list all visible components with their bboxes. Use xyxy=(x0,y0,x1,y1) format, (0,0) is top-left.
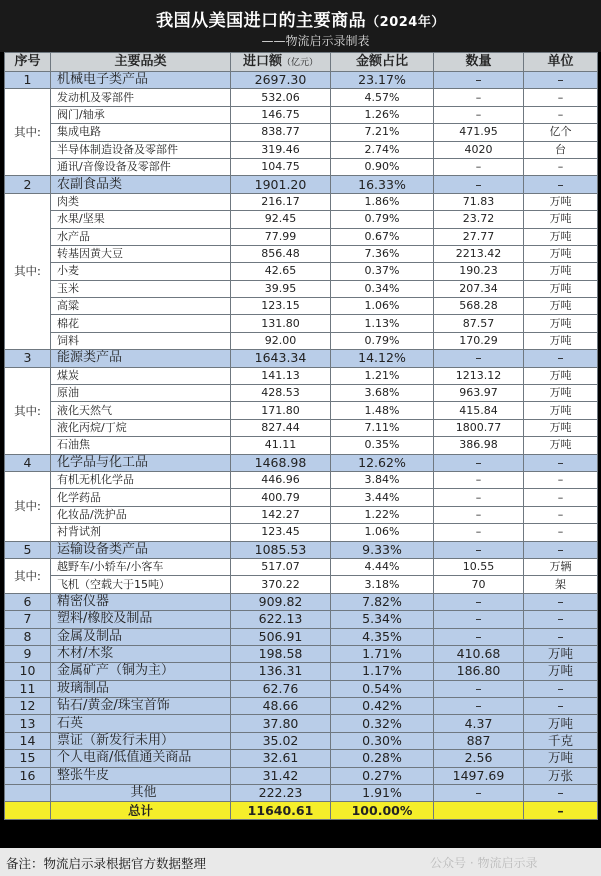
item-name: 飞机（空载大于15吨） xyxy=(51,576,231,593)
sub-item-row xyxy=(5,263,598,280)
item-amount: 2697.30 xyxy=(231,72,331,89)
item-amount: 1468.98 xyxy=(231,454,331,471)
item-share: 1.86% xyxy=(331,193,434,210)
total-label: 总计 xyxy=(51,802,231,819)
item-name: 个人电商/低值通关商品 xyxy=(51,750,231,767)
qizhong-label: 其中: xyxy=(5,193,51,350)
category-row xyxy=(5,350,598,367)
item-name: 运输设备类产品 xyxy=(51,541,231,558)
col-header-share: 金额占比 xyxy=(331,53,434,72)
item-name: 化学药品 xyxy=(51,489,231,506)
row-seq: 6 xyxy=(5,593,51,610)
item-amount: 31.42 xyxy=(231,767,331,784)
sub-item-row xyxy=(5,524,598,541)
item-unit: 万吨 xyxy=(524,280,598,297)
item-unit: 万吨 xyxy=(524,750,598,767)
total-amount: 11640.61 xyxy=(231,802,331,819)
item-qty: 207.34 xyxy=(434,280,524,297)
item-name: 半导体制造设备及零部件 xyxy=(51,141,231,158)
item-share: 0.30% xyxy=(331,732,434,749)
item-amount: 838.77 xyxy=(231,124,331,141)
item-name: 机械电子类产品 xyxy=(51,72,231,89)
item-name: 转基因黄大豆 xyxy=(51,245,231,262)
category-row xyxy=(5,628,598,645)
item-share: 0.79% xyxy=(331,211,434,228)
item-unit: 万吨 xyxy=(524,437,598,454)
row-seq: 12 xyxy=(5,698,51,715)
item-unit: 千克 xyxy=(524,732,598,749)
item-qty: – xyxy=(434,72,524,89)
item-share: 1.17% xyxy=(331,663,434,680)
item-share: 1.22% xyxy=(331,506,434,523)
item-unit: 万辆 xyxy=(524,558,598,575)
sub-item-row xyxy=(5,402,598,419)
item-unit: – xyxy=(524,176,598,193)
item-share: 3.44% xyxy=(331,489,434,506)
item-name: 衬背试剂 xyxy=(51,524,231,541)
sub-item-row xyxy=(5,385,598,402)
row-seq: 14 xyxy=(5,732,51,749)
item-qty: 568.28 xyxy=(434,298,524,315)
category-row xyxy=(5,645,598,662)
item-unit: 万吨 xyxy=(524,228,598,245)
sub-item-row xyxy=(5,106,598,123)
item-name: 小麦 xyxy=(51,263,231,280)
item-amount: 141.13 xyxy=(231,367,331,384)
row-seq: 9 xyxy=(5,645,51,662)
sub-item-row xyxy=(5,489,598,506)
total-share: 100.00% xyxy=(331,802,434,819)
col-header-qty: 数量 xyxy=(434,53,524,72)
item-qty: 887 xyxy=(434,732,524,749)
item-qty: 1800.77 xyxy=(434,419,524,436)
item-unit: – xyxy=(524,698,598,715)
watermark-text: 公众号 · 物流启示录 xyxy=(430,856,538,870)
qizhong-label: 其中: xyxy=(5,367,51,454)
item-qty: 27.77 xyxy=(434,228,524,245)
category-row xyxy=(5,698,598,715)
row-seq: 5 xyxy=(5,541,51,558)
sub-item-row xyxy=(5,558,598,575)
item-unit: – xyxy=(524,611,598,628)
table-header-banner xyxy=(0,0,601,52)
sub-item-row xyxy=(5,315,598,332)
item-unit: – xyxy=(524,680,598,697)
item-qty: – xyxy=(434,489,524,506)
item-share: 3.84% xyxy=(331,471,434,488)
item-name: 水产品 xyxy=(51,228,231,245)
item-name: 化学品与化工品 xyxy=(51,454,231,471)
item-share: 0.35% xyxy=(331,437,434,454)
row-seq xyxy=(5,785,51,802)
item-qty: 190.23 xyxy=(434,263,524,280)
footer-note-bar xyxy=(0,848,601,876)
item-amount: 123.15 xyxy=(231,298,331,315)
item-share: 7.21% xyxy=(331,124,434,141)
item-unit: – xyxy=(524,593,598,610)
item-unit: 万张 xyxy=(524,767,598,784)
item-name: 通讯/音像设备及零部件 xyxy=(51,158,231,175)
item-qty: – xyxy=(434,593,524,610)
item-unit: 万吨 xyxy=(524,193,598,210)
item-unit: 万吨 xyxy=(524,298,598,315)
item-share: 0.54% xyxy=(331,680,434,697)
sub-item-row xyxy=(5,124,598,141)
item-qty: – xyxy=(434,176,524,193)
item-unit: – xyxy=(524,350,598,367)
item-unit: – xyxy=(524,158,598,175)
item-name: 化妆品/洗护品 xyxy=(51,506,231,523)
item-qty: – xyxy=(434,785,524,802)
item-share: 12.62% xyxy=(331,454,434,471)
item-qty: – xyxy=(434,471,524,488)
item-qty: 4020 xyxy=(434,141,524,158)
sub-item-row xyxy=(5,298,598,315)
item-amount: 48.66 xyxy=(231,698,331,715)
col-header-amount xyxy=(231,53,331,72)
qizhong-label: 其中: xyxy=(5,89,51,176)
category-row xyxy=(5,750,598,767)
item-share: 1.26% xyxy=(331,106,434,123)
item-name: 饲料 xyxy=(51,332,231,349)
col-header-unit: 单位 xyxy=(524,53,598,72)
item-amount: 370.22 xyxy=(231,576,331,593)
item-name: 金属矿产（铜为主） xyxy=(51,663,231,680)
sub-item-row xyxy=(5,367,598,384)
item-unit: 台 xyxy=(524,141,598,158)
sub-item-row xyxy=(5,141,598,158)
item-share: 0.79% xyxy=(331,332,434,349)
item-amount: 827.44 xyxy=(231,419,331,436)
item-amount: 532.06 xyxy=(231,89,331,106)
item-name: 高粱 xyxy=(51,298,231,315)
sub-item-row xyxy=(5,211,598,228)
item-share: 4.57% xyxy=(331,89,434,106)
item-qty: 2213.42 xyxy=(434,245,524,262)
item-unit: – xyxy=(524,506,598,523)
item-amount: 400.79 xyxy=(231,489,331,506)
item-qty: – xyxy=(434,89,524,106)
item-qty: 1213.12 xyxy=(434,367,524,384)
item-amount: 216.17 xyxy=(231,193,331,210)
item-qty: 23.72 xyxy=(434,211,524,228)
qizhong-label: 其中: xyxy=(5,558,51,593)
item-unit: – xyxy=(524,489,598,506)
item-share: 16.33% xyxy=(331,176,434,193)
item-share: 14.12% xyxy=(331,350,434,367)
item-name: 玻璃制品 xyxy=(51,680,231,697)
col-header-amount-unit: （亿元） xyxy=(282,57,319,68)
item-qty: – xyxy=(434,506,524,523)
category-row xyxy=(5,72,598,89)
item-amount: 32.61 xyxy=(231,750,331,767)
item-qty: – xyxy=(434,454,524,471)
item-name: 水果/坚果 xyxy=(51,211,231,228)
item-share: 1.06% xyxy=(331,298,434,315)
col-header-name: 主要品类 xyxy=(51,53,231,72)
item-share: 1.06% xyxy=(331,524,434,541)
item-unit: 万吨 xyxy=(524,332,598,349)
item-amount: 92.00 xyxy=(231,332,331,349)
row-seq: 3 xyxy=(5,350,51,367)
category-row xyxy=(5,176,598,193)
item-amount: 142.27 xyxy=(231,506,331,523)
category-row xyxy=(5,593,598,610)
sub-item-row xyxy=(5,437,598,454)
category-row xyxy=(5,611,598,628)
item-amount: 319.46 xyxy=(231,141,331,158)
item-amount: 77.99 xyxy=(231,228,331,245)
category-row xyxy=(5,541,598,558)
row-seq: 4 xyxy=(5,454,51,471)
item-name: 液化天然气 xyxy=(51,402,231,419)
category-row xyxy=(5,454,598,471)
item-qty: – xyxy=(434,524,524,541)
item-share: 0.90% xyxy=(331,158,434,175)
item-unit: 万吨 xyxy=(524,263,598,280)
item-name: 煤炭 xyxy=(51,367,231,384)
item-qty: – xyxy=(434,158,524,175)
item-share: 7.36% xyxy=(331,245,434,262)
item-share: 2.74% xyxy=(331,141,434,158)
qizhong-label: 其中: xyxy=(5,471,51,541)
item-name: 能源类产品 xyxy=(51,350,231,367)
item-unit: – xyxy=(524,454,598,471)
item-name: 石英 xyxy=(51,715,231,732)
item-name: 石油焦 xyxy=(51,437,231,454)
item-qty: – xyxy=(434,106,524,123)
item-unit: 万吨 xyxy=(524,315,598,332)
item-qty: 186.80 xyxy=(434,663,524,680)
row-seq: 7 xyxy=(5,611,51,628)
page-subtitle: ——物流启示录制表 xyxy=(261,34,370,48)
item-qty: – xyxy=(434,628,524,645)
item-share: 9.33% xyxy=(331,541,434,558)
item-qty: 10.55 xyxy=(434,558,524,575)
item-unit: 万吨 xyxy=(524,385,598,402)
row-seq: 16 xyxy=(5,767,51,784)
item-amount: 909.82 xyxy=(231,593,331,610)
item-unit: 万吨 xyxy=(524,419,598,436)
row-seq: 2 xyxy=(5,176,51,193)
item-share: 3.18% xyxy=(331,576,434,593)
item-amount: 1643.34 xyxy=(231,350,331,367)
sub-item-row xyxy=(5,419,598,436)
sub-item-row xyxy=(5,471,598,488)
item-amount: 1085.53 xyxy=(231,541,331,558)
total-unit: – xyxy=(524,802,598,819)
item-share: 0.42% xyxy=(331,698,434,715)
item-share: 1.21% xyxy=(331,367,434,384)
item-name: 塑料/橡胶及制品 xyxy=(51,611,231,628)
item-share: 1.13% xyxy=(331,315,434,332)
col-header-seq: 序号 xyxy=(5,53,51,72)
item-qty: 4.37 xyxy=(434,715,524,732)
header-row xyxy=(5,53,598,72)
item-name: 精密仪器 xyxy=(51,593,231,610)
row-seq: 1 xyxy=(5,72,51,89)
item-qty: 70 xyxy=(434,576,524,593)
item-unit: – xyxy=(524,72,598,89)
item-amount: 198.58 xyxy=(231,645,331,662)
sub-item-row xyxy=(5,193,598,210)
item-name: 整张牛皮 xyxy=(51,767,231,784)
item-unit: 万吨 xyxy=(524,715,598,732)
import-table xyxy=(4,52,598,820)
item-unit: – xyxy=(524,471,598,488)
item-qty: 963.97 xyxy=(434,385,524,402)
sub-item-row xyxy=(5,89,598,106)
category-row xyxy=(5,680,598,697)
item-amount: 136.31 xyxy=(231,663,331,680)
item-amount: 41.11 xyxy=(231,437,331,454)
item-name: 发动机及零部件 xyxy=(51,89,231,106)
item-name: 棉花 xyxy=(51,315,231,332)
item-share: 1.48% xyxy=(331,402,434,419)
item-amount: 856.48 xyxy=(231,245,331,262)
item-unit: 万吨 xyxy=(524,211,598,228)
item-share: 3.68% xyxy=(331,385,434,402)
item-name: 集成电路 xyxy=(51,124,231,141)
item-unit: – xyxy=(524,785,598,802)
page-title xyxy=(0,6,601,31)
row-seq: 11 xyxy=(5,680,51,697)
row-seq: 13 xyxy=(5,715,51,732)
item-unit: – xyxy=(524,628,598,645)
item-unit: – xyxy=(524,106,598,123)
item-unit: 万吨 xyxy=(524,402,598,419)
row-seq: 8 xyxy=(5,628,51,645)
item-qty: 386.98 xyxy=(434,437,524,454)
item-qty: – xyxy=(434,611,524,628)
item-unit: 亿个 xyxy=(524,124,598,141)
item-unit: – xyxy=(524,89,598,106)
item-name: 玉米 xyxy=(51,280,231,297)
item-amount: 39.95 xyxy=(231,280,331,297)
row-seq: 10 xyxy=(5,663,51,680)
item-amount: 131.80 xyxy=(231,315,331,332)
item-unit: – xyxy=(524,541,598,558)
item-share: 1.91% xyxy=(331,785,434,802)
item-name: 肉类 xyxy=(51,193,231,210)
item-name: 钻石/黄金/珠宝首饰 xyxy=(51,698,231,715)
item-share: 0.37% xyxy=(331,263,434,280)
category-row xyxy=(5,732,598,749)
item-amount: 446.96 xyxy=(231,471,331,488)
item-name: 越野车/小轿车/小客车 xyxy=(51,558,231,575)
total-row xyxy=(5,802,598,819)
sub-item-row xyxy=(5,576,598,593)
total-seq xyxy=(5,802,51,819)
item-qty: – xyxy=(434,541,524,558)
item-name: 有机无机化学品 xyxy=(51,471,231,488)
item-name: 金属及制品 xyxy=(51,628,231,645)
item-name: 木材/木浆 xyxy=(51,645,231,662)
item-unit: 万吨 xyxy=(524,367,598,384)
sub-item-row xyxy=(5,228,598,245)
category-row xyxy=(5,767,598,784)
item-share: 0.27% xyxy=(331,767,434,784)
category-row xyxy=(5,715,598,732)
item-amount: 506.91 xyxy=(231,628,331,645)
item-amount: 37.80 xyxy=(231,715,331,732)
item-amount: 222.23 xyxy=(231,785,331,802)
item-unit: 万吨 xyxy=(524,663,598,680)
item-amount: 171.80 xyxy=(231,402,331,419)
item-amount: 1901.20 xyxy=(231,176,331,193)
item-name: 原油 xyxy=(51,385,231,402)
item-share: 0.34% xyxy=(331,280,434,297)
row-seq: 15 xyxy=(5,750,51,767)
item-share: 1.71% xyxy=(331,645,434,662)
title-text: 我国从美国进口的主要商品 xyxy=(156,11,367,31)
item-share: 7.82% xyxy=(331,593,434,610)
other-row xyxy=(5,785,598,802)
item-amount: 92.45 xyxy=(231,211,331,228)
item-share: 5.34% xyxy=(331,611,434,628)
item-amount: 104.75 xyxy=(231,158,331,175)
item-amount: 517.07 xyxy=(231,558,331,575)
item-qty: 415.84 xyxy=(434,402,524,419)
item-qty: 87.57 xyxy=(434,315,524,332)
item-amount: 42.65 xyxy=(231,263,331,280)
item-unit: 架 xyxy=(524,576,598,593)
item-name: 农副食品类 xyxy=(51,176,231,193)
item-share: 0.28% xyxy=(331,750,434,767)
item-name: 液化丙烷/丁烷 xyxy=(51,419,231,436)
item-qty: – xyxy=(434,680,524,697)
item-qty: – xyxy=(434,350,524,367)
item-qty: 71.83 xyxy=(434,193,524,210)
item-name: 阀门/轴承 xyxy=(51,106,231,123)
item-unit: – xyxy=(524,524,598,541)
item-amount: 62.76 xyxy=(231,680,331,697)
item-unit: 万吨 xyxy=(524,245,598,262)
item-qty: 1497.69 xyxy=(434,767,524,784)
item-name: 票证（新发行未用） xyxy=(51,732,231,749)
item-qty: 2.56 xyxy=(434,750,524,767)
item-amount: 622.13 xyxy=(231,611,331,628)
item-share: 4.35% xyxy=(331,628,434,645)
footer-note: 备注：物流启示录根据官方数据整理 xyxy=(6,856,207,871)
item-qty: – xyxy=(434,698,524,715)
item-share: 23.17% xyxy=(331,72,434,89)
item-unit: 万吨 xyxy=(524,645,598,662)
item-qty: 170.29 xyxy=(434,332,524,349)
total-qty xyxy=(434,802,524,819)
item-name: 其他 xyxy=(51,785,231,802)
sub-item-row xyxy=(5,245,598,262)
item-share: 0.32% xyxy=(331,715,434,732)
item-amount: 123.45 xyxy=(231,524,331,541)
item-amount: 146.75 xyxy=(231,106,331,123)
item-qty: 410.68 xyxy=(434,645,524,662)
category-row xyxy=(5,663,598,680)
col-header-amount-label: 进口额 xyxy=(242,53,282,69)
title-year: （2024年） xyxy=(366,15,445,30)
sub-item-row xyxy=(5,280,598,297)
item-share: 0.67% xyxy=(331,228,434,245)
sub-item-row xyxy=(5,158,598,175)
item-share: 4.44% xyxy=(331,558,434,575)
item-amount: 428.53 xyxy=(231,385,331,402)
sub-item-row xyxy=(5,332,598,349)
item-qty: 471.95 xyxy=(434,124,524,141)
item-share: 7.11% xyxy=(331,419,434,436)
sub-item-row xyxy=(5,506,598,523)
item-amount: 35.02 xyxy=(231,732,331,749)
